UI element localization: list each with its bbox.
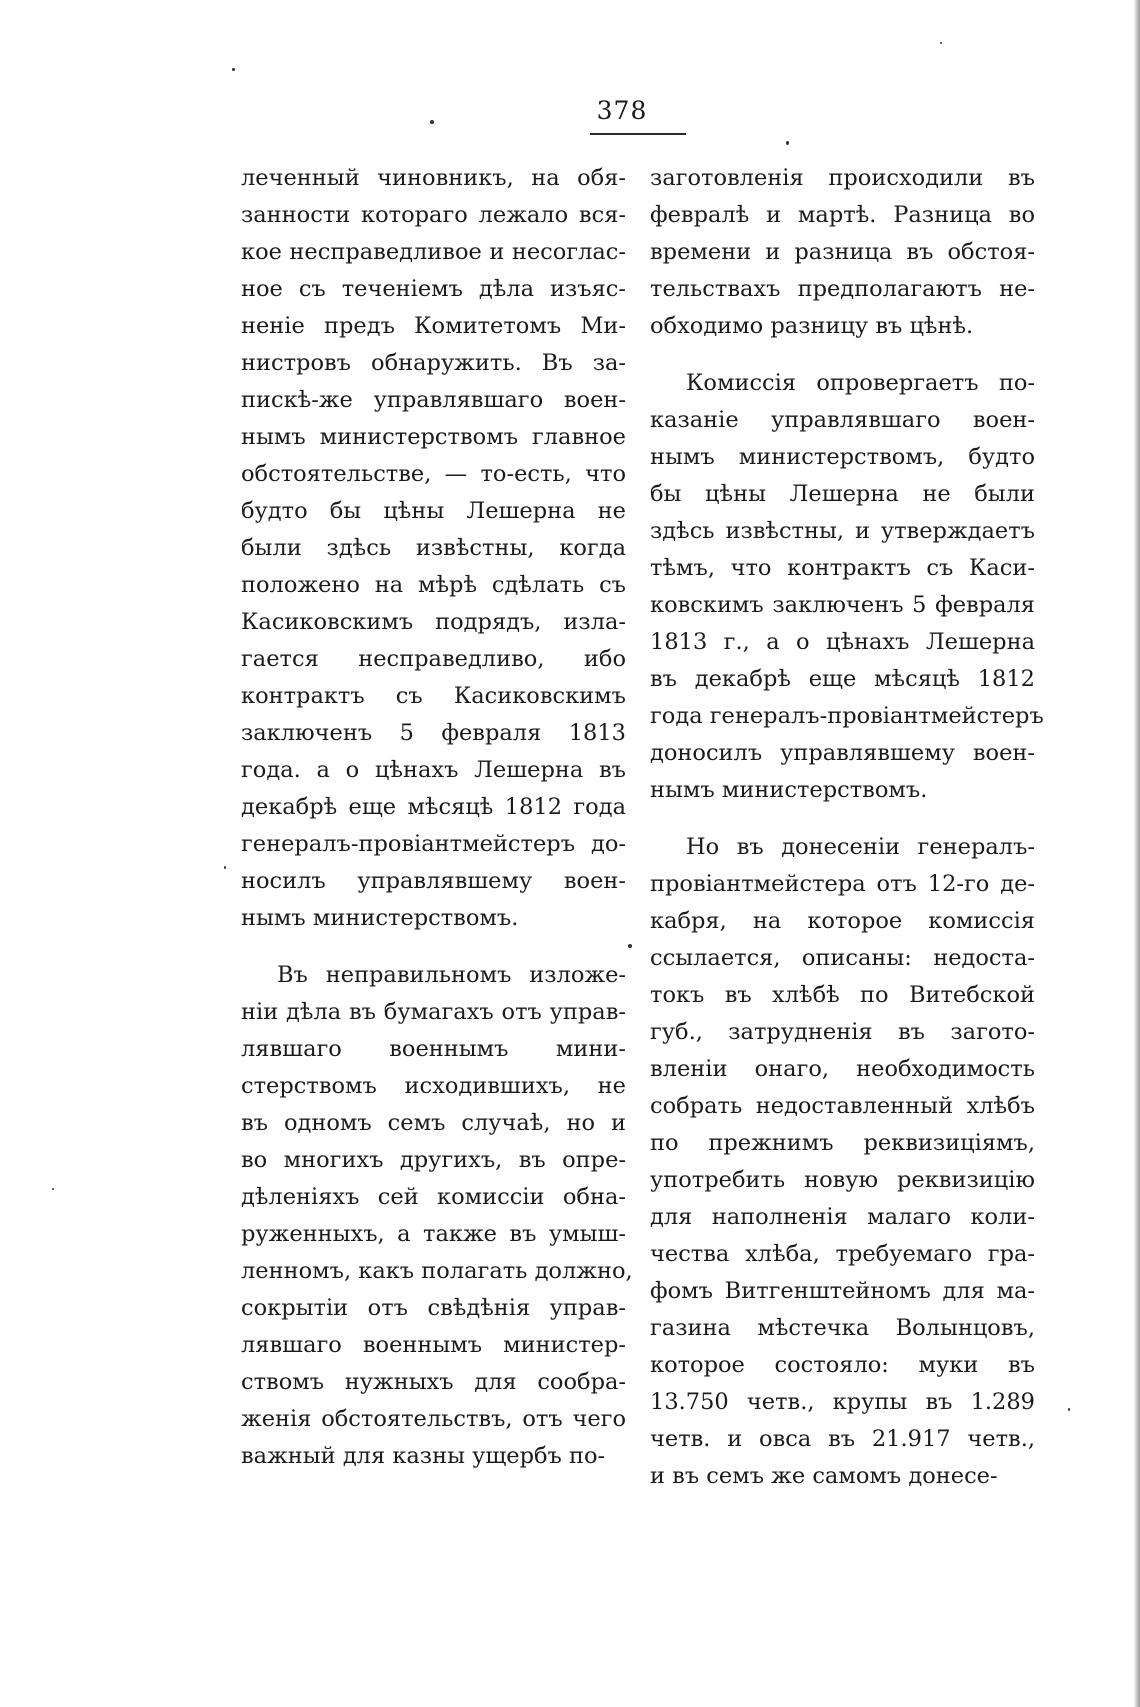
page-number-rule (590, 133, 686, 135)
text-line: въ декабрѣ еще мѣсяцѣ 1812 (650, 666, 1035, 692)
text-line: нымъ министерствомъ. (650, 777, 928, 803)
text-line: нымъ министерствомъ, будто (650, 444, 1035, 470)
text-line: леченный чиновникъ, на обя- (241, 165, 626, 191)
text-line: нистровъ обнаружить. Въ за- (241, 350, 626, 376)
text-line: важный для казны ущербъ по- (241, 1443, 606, 1469)
text-line: которое состояло: муки въ (650, 1352, 1035, 1378)
text-line: казанiе управлявшаго воен- (650, 407, 1035, 433)
text-line: по прежнимъ реквизицiямъ, (650, 1130, 1035, 1156)
text-line: носилъ управлявшему воен- (241, 868, 626, 894)
text-line: женiя обстоятельствъ, отъ чего (241, 1406, 626, 1432)
text-line: февралѣ и мартѣ. Разница во (650, 202, 1035, 228)
text-line: кое несправедливое и несоглас- (241, 239, 626, 265)
paragraph (241, 160, 626, 937)
text-line: ковскимъ заключенъ 5 февраля (650, 592, 1035, 618)
text-line: ссылается, описаны: недоста- (650, 945, 1035, 971)
scan-speck (232, 68, 235, 71)
text-line: занности котораго лежало вся- (241, 202, 626, 228)
text-line: въ одномъ семъ случаѣ, но и (241, 1110, 626, 1136)
text-line: ленномъ, какъ полагать должно, (241, 1258, 633, 1284)
text-line: фомъ Витгенштейномъ для ма- (650, 1278, 1035, 1304)
scan-speck (430, 120, 434, 124)
text-line: гается несправедливо, ибо (241, 646, 626, 672)
text-line: контрактъ съ Касиковскимъ (241, 683, 626, 709)
text-line: положено на мѣрѣ сдѣлать съ (241, 572, 626, 598)
text-line: 13.750 четв., крупы въ 1.289 (650, 1389, 1035, 1415)
text-line: нымъ министерствомъ. (241, 905, 519, 931)
paragraph (650, 365, 1044, 809)
text-line: обходимо разницу въ цѣнѣ. (650, 313, 974, 339)
text-line: Но въ донесенiи генералъ- (686, 834, 1035, 860)
right-text-column (650, 160, 1044, 1495)
text-line: года. а о цѣнахъ Лешерна въ (241, 757, 626, 783)
text-line: бы цѣны Лешерна не были (650, 481, 1035, 507)
text-line: кабря, на которое комиссiя (650, 908, 1035, 934)
text-line: провiантмейстера отъ 12-го де- (650, 871, 1035, 897)
left-text-column (241, 160, 633, 1475)
scan-speck (628, 944, 632, 948)
scan-speck (1068, 1408, 1070, 1411)
text-line: четв. и овса въ 21.917 четв., (650, 1426, 1035, 1452)
text-line: будто бы цѣны Лешерна не (241, 498, 626, 524)
text-line: генералъ-провiантмейстеръ до- (241, 831, 626, 857)
scan-speck (224, 866, 226, 869)
text-line: года генералъ-провiантмейстеръ (650, 703, 1044, 729)
text-line: лявшаго военнымъ мини- (241, 1036, 626, 1062)
text-line: собрать недоставленный хлѣбъ (650, 1093, 1035, 1119)
text-line: тѣмъ, что контрактъ съ Каси- (650, 555, 1035, 581)
paragraph (650, 829, 1035, 1495)
text-line: декабрѣ еще мѣсяцѣ 1812 года (241, 794, 626, 820)
text-line: пискѣ-же управлявшаго воен- (241, 387, 626, 413)
paragraph (241, 957, 633, 1475)
text-line: вленiи онаго, необходимость (650, 1056, 1035, 1082)
text-line: употребить новую реквизицiю (650, 1167, 1035, 1193)
text-line: 1813 г., а о цѣнахъ Лешерна (650, 629, 1035, 655)
text-line: стерствомъ исходившихъ, не (241, 1073, 626, 1099)
text-line: Касиковскимъ подрядъ, изла- (241, 609, 626, 635)
text-line: ствомъ нужныхъ для сообра- (241, 1369, 626, 1395)
scan-speck (940, 42, 942, 44)
text-line: лявшаго военнымъ министер- (241, 1332, 626, 1358)
text-line: руженныхъ, а также въ умыш- (241, 1221, 626, 1247)
text-line: во многихъ другихъ, въ опре- (241, 1147, 626, 1173)
scan-speck (52, 1188, 54, 1190)
text-line: дѣленiяхъ сей комиссiи обна- (241, 1184, 626, 1210)
text-line: заготовленiя происходили въ (650, 165, 1035, 191)
page-edge-shadow (1134, 0, 1140, 1707)
text-line: времени и разница въ обстоя- (650, 239, 1035, 265)
text-line: чества хлѣба, требуемаго гра- (650, 1241, 1035, 1267)
page-number: 378 (596, 96, 648, 125)
text-line: газина мѣстечка Волынцовъ, (650, 1315, 1035, 1341)
text-line: доносилъ управлявшему воен- (650, 740, 1035, 766)
text-line: здѣсь извѣстны, и утверждаетъ (650, 518, 1035, 544)
text-line: Въ неправильномъ изложе- (277, 962, 626, 988)
scan-speck (786, 141, 789, 145)
text-line: были здѣсь извѣстны, когда (241, 535, 626, 561)
text-line: заключенъ 5 февраля 1813 (241, 720, 626, 746)
text-line: и въ семъ же самомъ донесе- (650, 1463, 998, 1489)
text-line: нымъ министерствомъ главное (241, 424, 626, 450)
text-line: для наполненiя малаго коли- (650, 1204, 1035, 1230)
text-line: Комиссiя опровергаетъ по- (686, 370, 1035, 396)
text-line: губ., затрудненiя въ загото- (650, 1019, 1035, 1045)
text-line: ненiе предъ Комитетомъ Ми- (241, 313, 626, 339)
text-line: тельствахъ предполагаютъ не- (650, 276, 1035, 302)
text-line: токъ въ хлѣбѣ по Витебской (650, 982, 1035, 1008)
text-line: сокрытiи отъ свѣдѣнiя управ- (241, 1295, 626, 1321)
text-line: ное съ теченiемъ дѣла изъяс- (241, 276, 626, 302)
paragraph (650, 160, 1035, 345)
text-line: нiи дѣла въ бумагахъ отъ управ- (241, 999, 626, 1025)
text-line: обстоятельстве, — то-есть, что (241, 461, 626, 487)
